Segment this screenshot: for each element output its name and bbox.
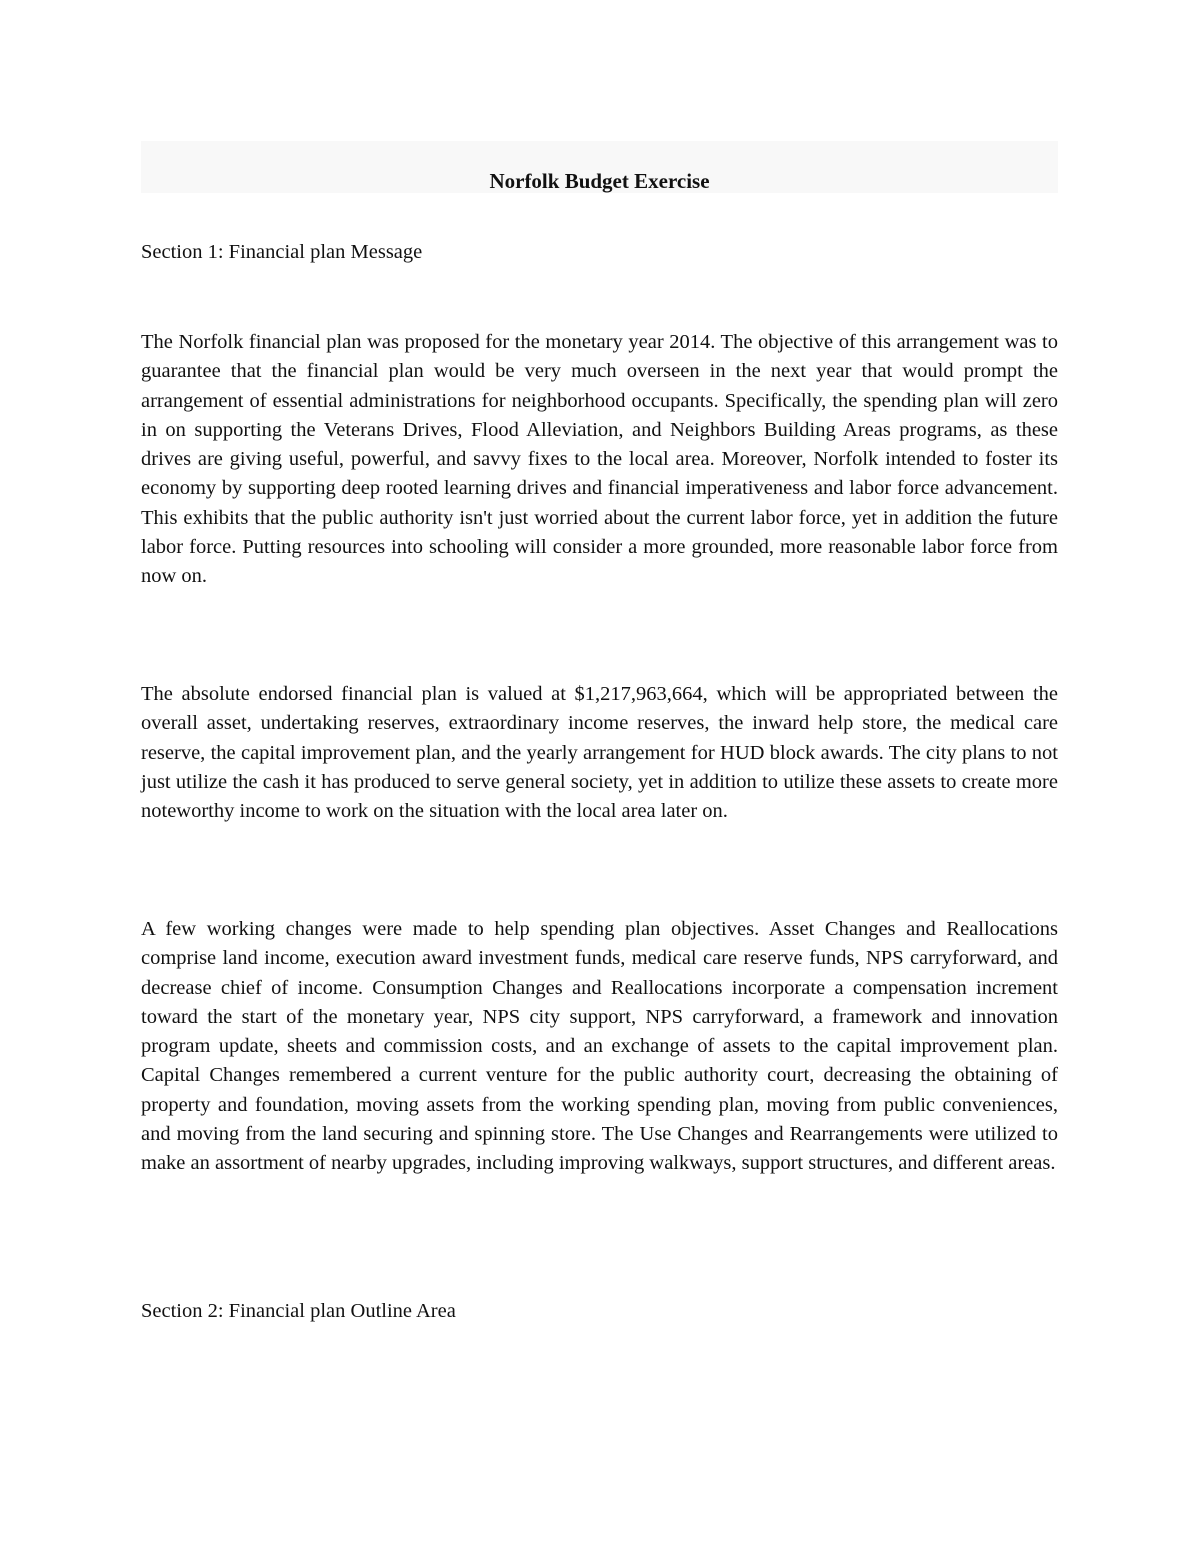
paragraph-budget-total: The absolute endorsed financial plan is valued at $1,217,963,664, which will be appropriated between the overall asset, undertaking reserves, extraordinary income reserves, the inward help store, the medical care reserve, the capital improvement plan, and the yearly arrangement for HUD block awards. The city plans to not just utilize the cash it has produced to serve general society, yet in addition to utilize these assets to create more noteworthy income to work on the situation with the local area later on. <box>141 683 1058 823</box>
section-2-heading: Section 2: Financial plan Outline Area <box>141 1300 456 1322</box>
paragraph-working-changes: A few working changes were made to help spending plan objectives. Asset Changes and Reallocations comprise land income, execution award investment funds, medical care reserve funds, NPS carryforward, and decrease chief of income. Consumption Changes and Reallocations incorporate a compensation increment toward the start of the monetary year, NPS city support, NPS carryforward, a framework and innovation program update, sheets and commission costs, and an exchange of assets to the capital improvement plan. Capital Changes remembered a current venture for the public authority court, decreasing the obtaining of property and foundation, moving assets from the working spending plan, moving from public conveniences, and moving from the land securing and spinning store. The Use Changes and Rearrangements were utilized to make an assortment of nearby upgrades, including improving walkways, support structures, and different areas. <box>141 918 1058 1175</box>
section-1-heading: Section 1: Financial plan Message <box>141 241 423 263</box>
document-title: Norfolk Budget Exercise <box>489 169 710 193</box>
paragraph-overview: The Norfolk financial plan was proposed for the monetary year 2014. The objective of this arrangement was to guarantee that the financial plan would be very much overseen in the next year that would prompt the arrangement of essential administrations for neighborhood occupants. Specifically, the spending plan will zero in on supporting the Veterans Drives, Flood Alleviation, and Neighbors Building Areas programs, as these drives are giving useful, powerful, and savvy fixes to the local area. Moreover, Norfolk intended to foster its economy by supporting deep rooted learning drives and financial imperativeness and labor force advancement. This exhibits that the public authority isn't just worried about the current labor force, yet in addition the future labor force. Putting resources into schooling will consider a more grounded, more reasonable labor force from now on. <box>141 331 1058 588</box>
